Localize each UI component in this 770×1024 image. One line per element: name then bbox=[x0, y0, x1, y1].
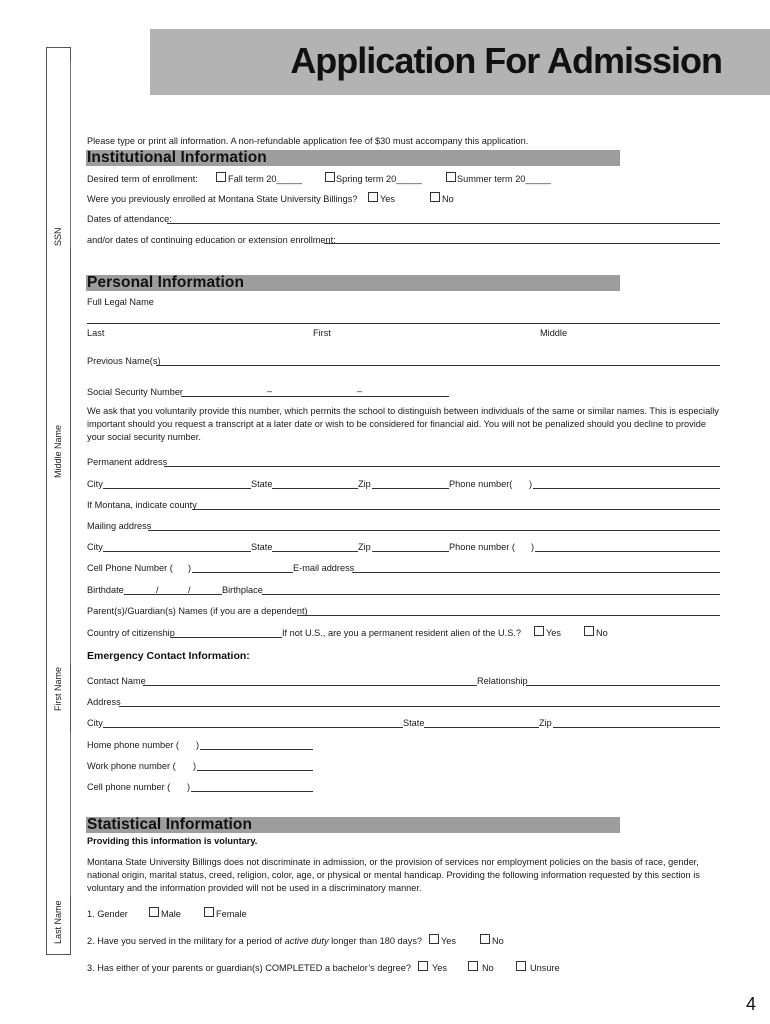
previous-names-field[interactable] bbox=[156, 365, 720, 366]
ssn-note: We ask that you voluntarily provide this number, which permits the school to distinguish between individuals of the same or similar names. This is especially important should you request a transcript at a later date or wish to be considered for financial aid. You will not be penalized should you decline to provide your social security number. bbox=[87, 406, 719, 442]
contact-name-label: Contact Name bbox=[87, 676, 146, 686]
permanent-address-field[interactable] bbox=[164, 466, 720, 467]
gender-male-checkbox[interactable] bbox=[149, 907, 159, 917]
middle-label: Middle bbox=[540, 328, 568, 338]
phone-paren: ) bbox=[529, 479, 533, 489]
dates-attendance-label: Dates of attendance: bbox=[87, 214, 172, 224]
work-phone-label: Work phone number ( bbox=[87, 761, 176, 771]
birthplace-field[interactable] bbox=[262, 594, 720, 595]
summer-term-checkbox[interactable] bbox=[446, 172, 456, 182]
gender-female-checkbox[interactable] bbox=[204, 907, 214, 917]
contact-name-field[interactable] bbox=[143, 685, 477, 686]
phone-label: Phone number( bbox=[449, 479, 513, 489]
fall-term-label: Fall term 20_____ bbox=[228, 174, 303, 184]
birthdate-field[interactable] bbox=[124, 594, 222, 595]
resident-yes-label: Yes bbox=[546, 628, 561, 638]
montana-county-field[interactable] bbox=[192, 509, 720, 510]
previous-names-label: Previous Name(s) bbox=[87, 356, 161, 366]
home-phone-paren: ) bbox=[196, 740, 200, 750]
sidebar-middle-name-label: Middle Name bbox=[53, 424, 63, 478]
cell-phone-paren: ) bbox=[188, 563, 192, 573]
side-name-box bbox=[46, 47, 71, 955]
personal-title: Personal Information bbox=[87, 274, 245, 291]
dates-attendance-field[interactable] bbox=[167, 223, 720, 224]
state2-field[interactable] bbox=[272, 551, 358, 552]
city-label: City bbox=[87, 479, 103, 489]
cell-phone-field[interactable] bbox=[192, 572, 293, 573]
work-phone-field[interactable] bbox=[197, 770, 313, 771]
military-yes-checkbox[interactable] bbox=[429, 934, 439, 944]
emergency-address-field[interactable] bbox=[119, 706, 720, 707]
emergency-city-field[interactable] bbox=[103, 727, 403, 728]
relationship-field[interactable] bbox=[526, 685, 720, 686]
gender-male-label: Male bbox=[161, 909, 181, 919]
montana-county-label: If Montana, indicate county bbox=[87, 500, 197, 510]
intro-text: Please type or print all information. A non-refundable application fee of $30 must accompany this application. bbox=[87, 136, 529, 146]
institutional-title: Institutional Information bbox=[87, 149, 267, 166]
middle-line-extra bbox=[70, 732, 71, 897]
email-field[interactable] bbox=[352, 572, 720, 573]
degree-yes-label: Yes bbox=[432, 963, 447, 973]
city2-label: City bbox=[87, 542, 103, 552]
resident-yes-checkbox[interactable] bbox=[534, 626, 544, 636]
last-label: Last bbox=[87, 328, 105, 338]
first-label: First bbox=[313, 328, 331, 338]
nondiscrimination-text: Montana State University Billings does not discriminate in admission, or the provision of services nor employment policies on the basis of race, gender, national origin, marital status, creed, religion, color, age, or physical or mental handicap. Providing the following information requested by this section is voluntary and the information provided will not be used in a discriminatory manner. bbox=[87, 857, 700, 893]
military-question-em: active duty bbox=[284, 936, 329, 946]
emergency-state-field[interactable] bbox=[424, 727, 539, 728]
degree-unsure-label: Unsure bbox=[530, 963, 560, 973]
emergency-address-label: Address bbox=[87, 697, 121, 707]
city2-field[interactable] bbox=[103, 551, 251, 552]
phone2-field[interactable] bbox=[535, 551, 720, 552]
parents-degree-question: 3. Has either of your parents or guardian(s) COMPLETED a bachelor’s degree? bbox=[87, 963, 411, 973]
state-field[interactable] bbox=[272, 488, 358, 489]
citizenship-field[interactable] bbox=[171, 637, 282, 638]
ssn-line bbox=[70, 62, 71, 247]
prev-enrolled-yes-checkbox[interactable] bbox=[368, 192, 378, 202]
home-phone-label: Home phone number ( bbox=[87, 740, 179, 750]
previously-enrolled-label: Were you previously enrolled at Montana State University Billings? bbox=[87, 194, 358, 204]
emergency-city-label: City bbox=[87, 718, 103, 728]
resident-no-checkbox[interactable] bbox=[584, 626, 594, 636]
prev-enrolled-no-label: No bbox=[442, 194, 454, 204]
emergency-zip-label: Zip bbox=[539, 718, 552, 728]
birthdate-slash-2: / bbox=[188, 585, 191, 595]
citizenship-label: Country of citizenship bbox=[87, 628, 175, 638]
full-legal-name-label: Full Legal Name bbox=[87, 297, 154, 307]
parents-label: Parent(s)/Guardian(s) Names (if you are a dependent) bbox=[87, 606, 308, 616]
military-question bbox=[87, 936, 422, 946]
home-phone-field[interactable] bbox=[200, 749, 313, 750]
prev-enrolled-no-checkbox[interactable] bbox=[430, 192, 440, 202]
sidebar-last-name-label: Last Name bbox=[53, 900, 63, 944]
summer-term-label: Summer term 20_____ bbox=[457, 174, 551, 184]
page-number: 4 bbox=[746, 994, 757, 1014]
ssn-dash-2: – bbox=[357, 386, 363, 396]
military-question-post: longer than 180 days? bbox=[328, 936, 423, 946]
mailing-address-label: Mailing address bbox=[87, 521, 152, 531]
email-label: E-mail address bbox=[293, 563, 355, 573]
first-name-line bbox=[70, 480, 71, 665]
statistical-title: Statistical Information bbox=[87, 816, 253, 833]
degree-unsure-checkbox[interactable] bbox=[516, 961, 526, 971]
birthplace-label: Birthplace bbox=[222, 585, 263, 595]
military-yes-label: Yes bbox=[441, 936, 456, 946]
city-field[interactable] bbox=[103, 488, 251, 489]
state-label: State bbox=[251, 479, 273, 489]
zip2-field[interactable] bbox=[372, 551, 449, 552]
military-no-label: No bbox=[492, 936, 504, 946]
ssn-field[interactable] bbox=[181, 396, 449, 397]
gender-question: 1. Gender bbox=[87, 909, 128, 919]
zip-field[interactable] bbox=[372, 488, 449, 489]
military-no-checkbox[interactable] bbox=[480, 934, 490, 944]
parents-field[interactable] bbox=[297, 615, 720, 616]
ssn-label: Social Security Number bbox=[87, 387, 183, 397]
desired-term-label: Desired term of enrollment: bbox=[87, 174, 198, 184]
phone2-label: Phone number ( bbox=[449, 542, 515, 552]
work-phone-paren: ) bbox=[193, 761, 197, 771]
ssn-dash-1: – bbox=[267, 386, 273, 396]
emergency-cell-label: Cell phone number ( bbox=[87, 782, 171, 792]
cell-phone-label: Cell Phone Number ( bbox=[87, 563, 173, 573]
military-question-pre: 2. Have you served in the military for a period of bbox=[87, 936, 285, 946]
phone-field[interactable] bbox=[533, 488, 720, 489]
spring-term-label: Spring term 20_____ bbox=[336, 174, 422, 184]
full-name-field[interactable] bbox=[87, 323, 720, 324]
sidebar-first-name-label: First Name bbox=[53, 666, 63, 711]
phone2-paren: ) bbox=[531, 542, 535, 552]
emergency-cell-paren: ) bbox=[187, 782, 191, 792]
sidebar-ssn-label: SSN bbox=[53, 227, 63, 246]
relationship-label: Relationship bbox=[477, 676, 528, 686]
degree-no-checkbox[interactable] bbox=[468, 961, 478, 971]
prev-enrolled-yes-label: Yes bbox=[380, 194, 395, 204]
emergency-title: Emergency Contact Information: bbox=[87, 650, 250, 662]
birthdate-label: Birthdate bbox=[87, 585, 124, 595]
degree-no-label: No bbox=[482, 963, 494, 973]
resident-no-label: No bbox=[596, 628, 608, 638]
fall-term-checkbox[interactable] bbox=[216, 172, 226, 182]
voluntary-note: Providing this information is voluntary. bbox=[87, 836, 258, 846]
continuing-ed-field[interactable] bbox=[324, 243, 720, 244]
mailing-address-field[interactable] bbox=[148, 530, 720, 531]
state2-label: State bbox=[251, 542, 273, 552]
continuing-ed-label: and/or dates of continuing education or extension enrollment: bbox=[87, 235, 336, 245]
gender-female-label: Female bbox=[216, 909, 247, 919]
spring-term-checkbox[interactable] bbox=[325, 172, 335, 182]
emergency-zip-field[interactable] bbox=[553, 727, 720, 728]
emergency-state-label: State bbox=[403, 718, 425, 728]
birthdate-slash-1: / bbox=[156, 585, 159, 595]
zip-label: Zip bbox=[358, 479, 371, 489]
page-title: Application For Admission bbox=[290, 40, 722, 81]
zip2-label: Zip bbox=[358, 542, 371, 552]
degree-yes-checkbox[interactable] bbox=[418, 961, 428, 971]
emergency-cell-field[interactable] bbox=[191, 791, 313, 792]
permanent-address-label: Permanent address bbox=[87, 457, 168, 467]
resident-alien-label: If not U.S., are you a permanent resident alien of the U.S.? bbox=[282, 628, 522, 638]
